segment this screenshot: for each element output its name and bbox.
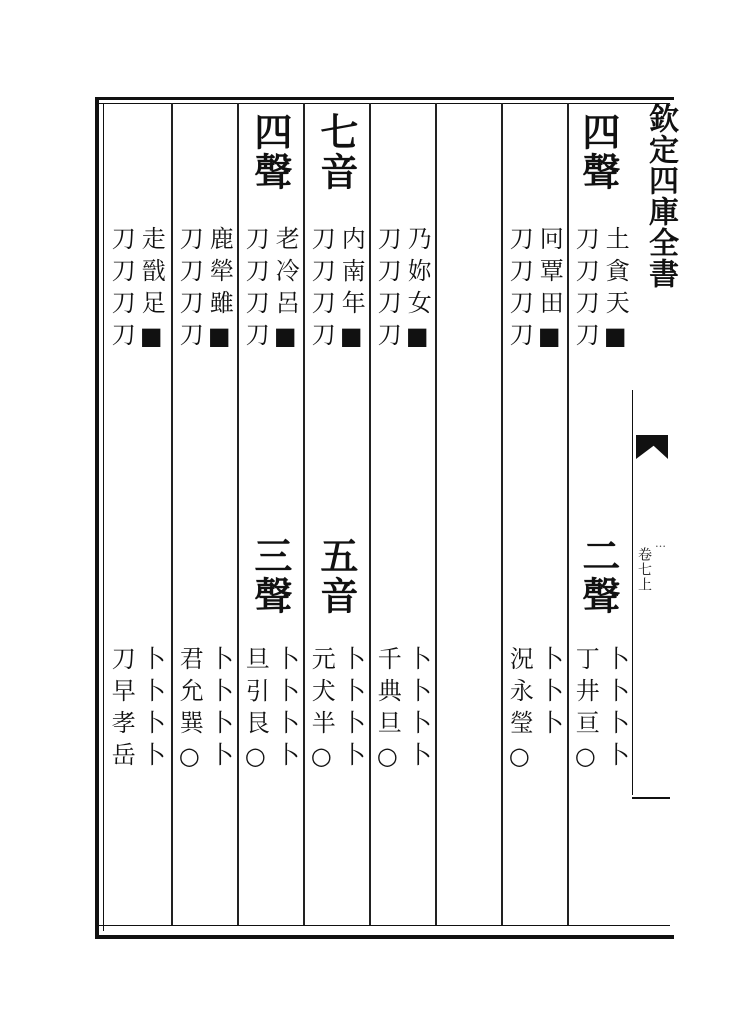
upper-head: 七音: [313, 112, 359, 192]
lower-qie: 旦引艮○: [241, 646, 270, 778]
lower-qie: 千典旦○: [373, 646, 402, 778]
margin-note: …: [654, 537, 667, 553]
lower-qie: 刀早孝岳: [107, 646, 136, 774]
column-7: [502, 108, 568, 918]
lower-qie: 君允巽○: [175, 646, 204, 778]
upper-qie: 刀刀刀刀: [505, 226, 534, 354]
lower-head: 二聲: [575, 536, 621, 616]
upper-qie: 刀刀刀刀: [241, 226, 270, 354]
margin-rule: [632, 390, 633, 795]
lower-fan: 卜卜卜: [535, 646, 564, 742]
column-5: [370, 108, 436, 918]
upper-fan: 乃妳女■: [403, 226, 432, 358]
lower-qie: 丁井亘○: [571, 646, 600, 778]
lower-fan: 卜卜卜卜: [337, 646, 366, 774]
upper-head: 四聲: [247, 112, 293, 192]
upper-qie: 刀刀刀刀: [307, 226, 336, 354]
upper-qie: 刀刀刀刀: [107, 226, 136, 354]
fish-tail-mark: [636, 435, 668, 459]
column-8: [568, 108, 634, 918]
lower-fan: 卜卜卜卜: [137, 646, 166, 774]
column-3: [238, 108, 304, 918]
upper-qie: 刀刀刀刀: [373, 226, 402, 354]
book-title: 欽定四庫全書: [643, 103, 678, 289]
lower-head: 三聲: [247, 536, 293, 616]
lower-fan: 卜卜卜卜: [205, 646, 234, 774]
lower-fan: 卜卜卜卜: [403, 646, 432, 774]
column-2: [172, 108, 238, 918]
upper-fan: 老冷呂■: [271, 226, 300, 358]
upper-fan: 土貪天■: [601, 226, 630, 358]
upper-qie: 刀刀刀刀: [571, 226, 600, 354]
inner-bottom-rule: [99, 925, 670, 926]
upper-fan: 冋覃田■: [535, 226, 564, 358]
upper-qie: 刀刀刀刀: [175, 226, 204, 354]
column-4: [304, 108, 370, 918]
lower-qie: 元犬半○: [307, 646, 336, 778]
column-1: [104, 108, 170, 918]
column-6: [436, 108, 502, 918]
upper-fan: 内南年■: [337, 226, 366, 358]
upper-head: 四聲: [575, 112, 621, 192]
margin-bottom-rule: [632, 797, 670, 799]
lower-qie: 況永瑩○: [505, 646, 534, 778]
page-margin: [632, 97, 678, 797]
lower-fan: 卜卜卜卜: [271, 646, 300, 774]
volume-label: 卷七上: [636, 547, 652, 592]
upper-fan: 鹿犖雖■: [205, 226, 234, 358]
lower-head: 五音: [313, 536, 359, 616]
lower-fan: 卜卜卜卜: [601, 646, 630, 774]
upper-fan: 走戩足■: [137, 226, 166, 358]
inner-top-rule: [99, 103, 670, 104]
